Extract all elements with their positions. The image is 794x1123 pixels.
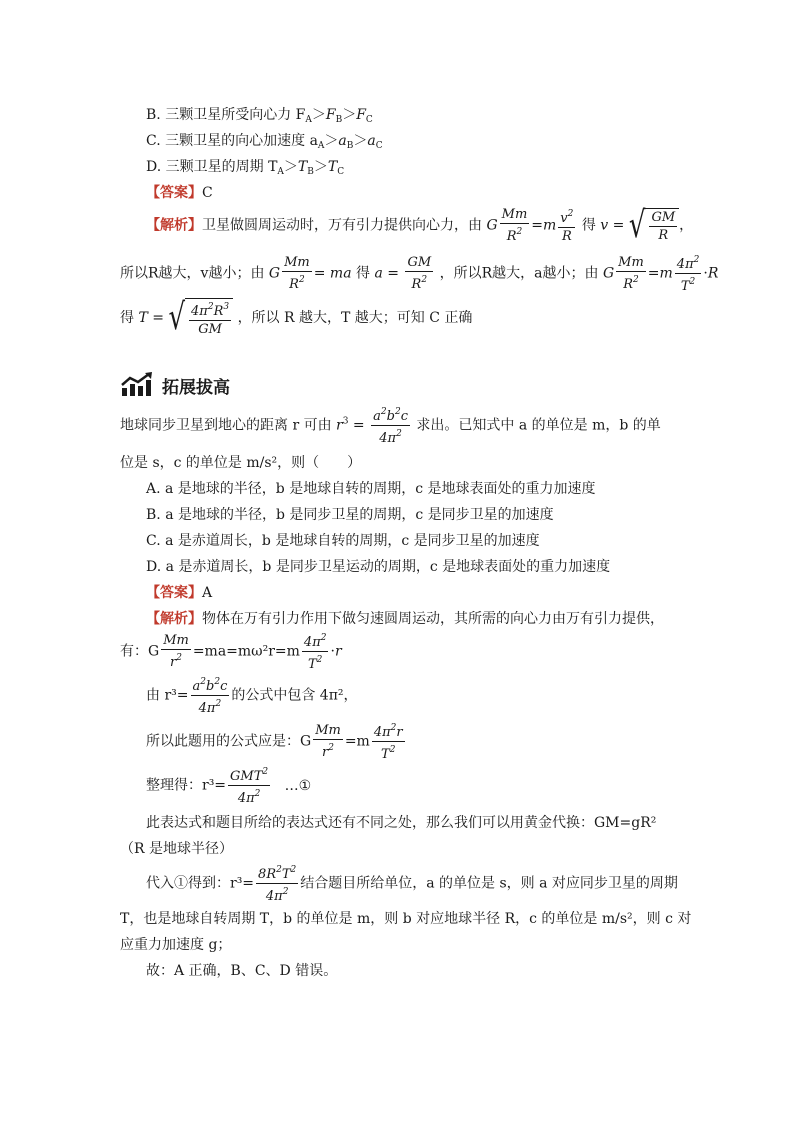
question-option-c: C. a 是赤道周长，b 是地球自转的周期，c 是同步卫星的加速度 <box>146 533 540 549</box>
equation-mark: …① <box>284 777 312 794</box>
analysis-text: 结合题目所给单位，a 的单位是 s，则 a 对应同步卫星的周期 <box>300 875 678 892</box>
analysis-text: 卫星做圆周运动时，万有引力提供向心力，由 <box>202 217 482 234</box>
question-analysis-line-1 <box>146 608 664 628</box>
analysis-label: 【解析】 <box>146 217 202 234</box>
section-title: 拓展拔高 <box>162 377 230 398</box>
analysis-text: 得 <box>581 217 596 234</box>
question-option-b: B. a 是地球的半径，b 是同步卫星的周期，c 是同步卫星的加速度 <box>146 507 554 523</box>
formula-fraction: $\frac{v^2}{R}$ <box>558 206 575 245</box>
question-analysis-line-6: 此表达式和题目所给的表达式还有不同之处，那么我们可以用黄金代换：GM=gR² <box>146 815 657 831</box>
question-stem-line-2 <box>120 452 361 472</box>
analysis-text: 得 <box>356 265 370 282</box>
trend-chart-icon <box>120 372 154 398</box>
question-analysis-line-9: T，也是地球自转周期 T，b 的单位是 m，则 b 对应地球半径 R，c 的单位是 m/s²，则 c 对 <box>120 911 692 927</box>
analysis-text: 得 <box>120 310 134 326</box>
question-stem-line-1: 地球同步卫星到地心的距离 r 可由 $r^3$ = $\frac{a^2b^2c}{4\pi^2}$ 求出。已知式中 a 的单位是 m，b 的单 <box>120 404 661 447</box>
analysis-line-3: 得 T = √ $\frac{4\pi^2R^3}{GM}$ ，所以 R 越大，T 越大；可知 C 正确 <box>120 297 473 339</box>
question-analysis-line-11: 故：A 正确，B、C、D 错误。 <box>146 963 338 979</box>
question-analysis-line-2: 有：G $\frac{Mm}{r^2}$ =ma=mω²r=m $\frac{4\pi^2}{T^2}$ ·r <box>120 630 342 673</box>
formula-fraction: $\frac{4\pi^2}{T^2}$ <box>302 630 329 673</box>
analysis-text: 所以R越大，v越小；由 <box>120 265 265 282</box>
answer-label: 【答案】 <box>146 585 202 601</box>
formula-fraction: $\frac{Mm}{r^2}$ <box>163 633 189 670</box>
formula-fraction: $\frac{4\pi^2r}{T^2}$ <box>372 720 405 763</box>
section-header <box>120 372 230 398</box>
formula-fraction: $\frac{Mm}{r^2}$ <box>315 723 341 760</box>
formula-fraction: $\frac{Mm}{R^2}$ <box>501 207 528 244</box>
formula-fraction: $\frac{Mm}{R^2}$ <box>618 255 644 292</box>
formula-fraction: $\frac{4\pi^2}{T^2}$ <box>675 252 702 295</box>
question-option-a: A. a 是地球的半径，b 是地球自转的周期，c 是地球表面处的重力加速度 <box>146 481 596 497</box>
formula-fraction: $\frac{GM}{R^2}$ <box>407 255 432 292</box>
analysis-text: 的公式中包含 4π²， <box>231 687 358 704</box>
formula-fraction: $\frac{GMT^2}{4\pi^2}$ <box>228 764 270 807</box>
analysis-text: 整理得：r³= <box>146 777 227 794</box>
option-b: B. 三颗卫星所受向心力 $F_A>F_B>F_C$ <box>146 107 373 125</box>
question-analysis-line-10: 应重力加速度 g； <box>120 937 232 953</box>
analysis-line-2: 所以R越大，v越小；由 G $\frac{Mm}{R^2}$ = ma 得 a = $\frac{GM}{R^2}$ ，所以R越大，a越小；由 G $\frac{Mm}{R^2}$ =m $\frac{4\pi^2}{T^2}$ ·R <box>120 252 718 295</box>
answer-label: 【答案】 <box>146 185 202 201</box>
option-c-text: C. 三颗卫星的向心加速度 a <box>146 133 318 149</box>
option-b-text: B. 三颗卫星所受向心力 F <box>146 107 306 123</box>
question-stem-text: 地球同步卫星到地心的距离 r 可由 <box>120 417 332 434</box>
question-analysis-line-3 <box>146 674 358 717</box>
question-stem-text: 位是 s，c 的单位是 m/s²，则（ ） <box>120 455 362 471</box>
question-analysis-line-4: 所以此题用的公式应是：G $\frac{Mm}{r^2}$ =m $\frac{4\pi^2r}{T^2}$ <box>146 720 407 763</box>
analysis-line-1: 【解析】卫星做圆周运动时，万有引力提供向心力，由 G $\frac{Mm}{R^2}$ =m $\frac{v^2}{R}$ 得 v = √ $\frac{GM}{R}$ ， <box>146 204 694 247</box>
analysis-text: ，所以R越大，a越小；由 <box>439 265 599 282</box>
sqrt-formula: √ $\frac{4\pi^2R^3}{GM}$ <box>168 298 233 338</box>
question-option-d: D. a 是赤道周长，b 是同步卫星运动的周期，c 是地球表面处的重力加速度 <box>146 559 611 575</box>
question-stem-text: 求出。已知式中 a 的单位是 m，b 的单 <box>416 417 661 434</box>
question-analysis-line-8 <box>146 862 678 905</box>
analysis-label: 【解析】 <box>146 611 202 627</box>
answer-value: C <box>202 185 213 201</box>
sqrt-formula: √ $\frac{GM}{R}$ <box>629 208 679 244</box>
answer-line <box>146 182 213 202</box>
analysis-text: ，所以 R 越大，T 越大；可知 C 正确 <box>237 310 473 326</box>
formula-fraction: $\frac{Mm}{R^2}$ <box>284 255 310 292</box>
answer-value: A <box>202 585 213 601</box>
analysis-text: 有：G <box>120 643 160 660</box>
option-d-text: D. 三颗卫星的周期 T <box>146 159 278 175</box>
analysis-text: 由 r³= <box>146 687 189 704</box>
formula-fraction: $\frac{8R^2T^2}{4\pi^2}$ <box>256 862 298 905</box>
analysis-text: 代入①得到：r³= <box>146 875 255 892</box>
formula-fraction: $\frac{a^2b^2c}{4\pi^2}$ <box>191 674 230 717</box>
option-c: C. 三颗卫星的向心加速度 $a_A>a_B>a_C$ <box>146 133 383 151</box>
question-analysis-line-5 <box>146 764 311 807</box>
formula-fraction: $\frac{a^2b^2c}{4\pi^2}$ <box>371 404 410 447</box>
analysis-text: 物体在万有引力作用下做匀速圆周运动，其所需的向心力由万有引力提供， <box>202 611 664 627</box>
option-d: D. 三颗卫星的周期 $T_A>T_B>T_C$ <box>146 159 345 177</box>
question-answer-line <box>146 582 212 602</box>
analysis-text: 所以此题用的公式应是：G <box>146 733 312 750</box>
question-analysis-line-7: （R 是地球半径） <box>120 841 233 857</box>
